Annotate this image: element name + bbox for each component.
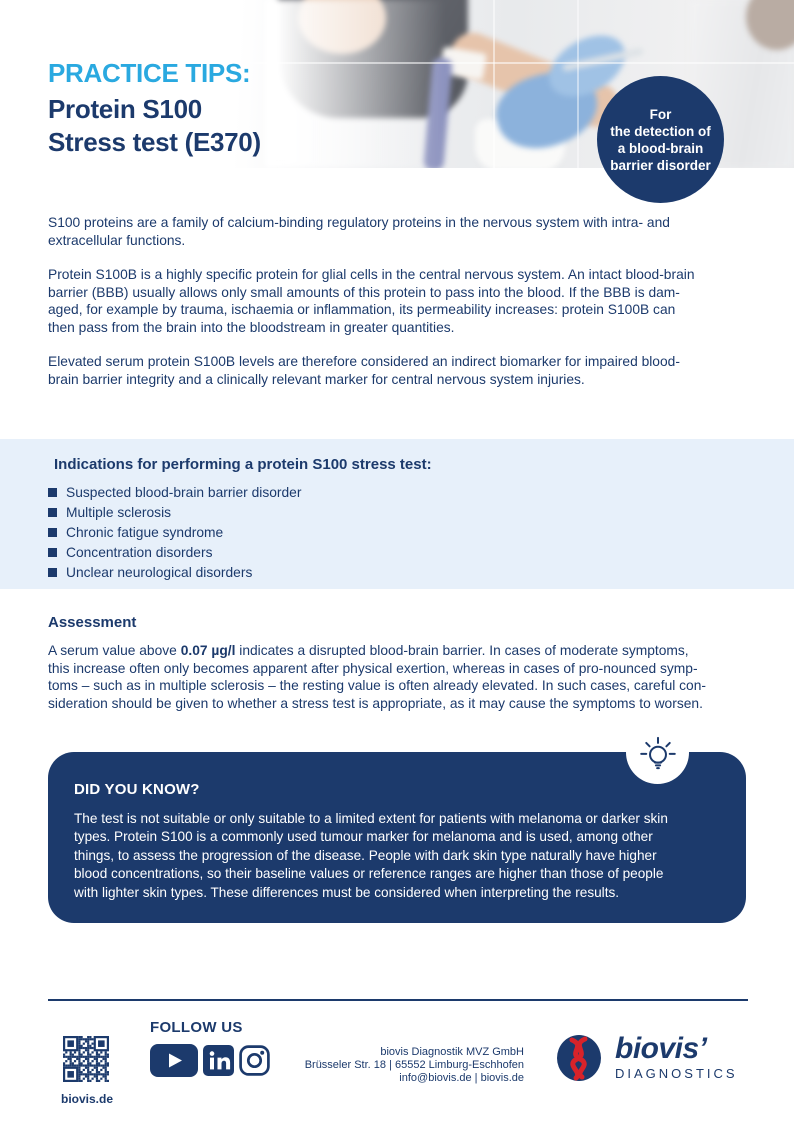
indications-heading: Indications for performing a protein S100 stress test:: [54, 456, 432, 473]
text-line: S100 proteins are a family of calcium-binding regulatory proteins in the nervous system with intra- and: [48, 215, 670, 230]
detection-badge: [597, 76, 724, 203]
qr-code[interactable]: [63, 1036, 109, 1082]
follow-us-block: [150, 1019, 270, 1077]
indication-item: [48, 522, 794, 542]
badge-line: For: [649, 106, 672, 122]
eyebrow-practice-tips: PRACTICE TIPS:: [48, 58, 251, 88]
logo-subtitle: DIAGNOSTICS: [615, 1066, 738, 1081]
indication-item: [48, 562, 794, 582]
text-line: Elevated serum protein S100B levels are therefore considered an indirect biomarker for impaired blood-: [48, 354, 680, 369]
indication-item: [48, 542, 794, 562]
badge-line: barrier disorder: [610, 157, 711, 173]
indication-item: [48, 482, 794, 502]
biovis-logo-mark-icon: [556, 1034, 602, 1082]
text-line: aged, for example by trauma, ischaemia or inflammation, its permeability increases: protein S100B can: [48, 302, 676, 317]
lightbulb-badge: [626, 721, 689, 784]
text-line: this increase often only becomes apparent after physical exertion, whereas in cases of pro-nounced symp-: [48, 660, 698, 676]
indication-item: [48, 502, 794, 522]
youtube-icon[interactable]: [150, 1044, 198, 1077]
photo-gridline-horizontal: [250, 62, 794, 64]
did-you-know-heading: DID YOU KNOW?: [74, 781, 200, 798]
title-block: [48, 58, 261, 159]
address-line: info@biovis.de | biovis.de: [399, 1071, 524, 1084]
photo-white-fade: [265, 0, 445, 168]
text-line: extracellular functions.: [48, 232, 186, 248]
follow-us-heading: FOLLOW US: [150, 1019, 243, 1036]
bullet-square-icon: [48, 568, 57, 577]
company-address: [280, 1046, 524, 1084]
text-line: types. Protein S100 is a commonly used tumour marker for melanoma and is used, among other: [74, 829, 653, 845]
indications-list: [48, 482, 794, 582]
qr-label: biovis.de: [61, 1092, 114, 1106]
text-line: brain barrier integrity and a clinically relevant marker for central nervous system injuries.: [48, 371, 585, 387]
page-title-line: Protein S100: [48, 94, 202, 124]
indications-section: [0, 439, 794, 589]
text-line: things, to assess the progression of the disease. People with dark skin type naturally have higher: [74, 847, 657, 863]
assessment-threshold-value: 0.07 µg/l: [180, 643, 236, 658]
biovis-logo-text: [615, 1034, 738, 1081]
page-title-line: Stress test (E370): [48, 127, 261, 157]
text-line: with lighter skin types. These differences must be considered when interpreting the results.: [74, 884, 620, 900]
bullet-square-icon: [48, 488, 57, 497]
text-line: sideration should be given to whether a stress test is appropriate, as it may cause the symptoms to worsen.: [48, 695, 703, 711]
text-line: then pass from the brain into the bloodstream in greater quantities.: [48, 319, 455, 335]
intro-paragraph-3: [48, 353, 764, 388]
text-line: The test is not suitable or only suitable to a limited extent for patients with melanoma or darker skin: [74, 811, 668, 826]
footer-divider: [48, 999, 748, 1001]
text-line: barrier (BBB) usually allows only small amounts of this protein to pass into the blood. If the BBB is dam-: [48, 284, 680, 300]
address-line: biovis Diagnostik MVZ GmbH: [380, 1046, 524, 1058]
text-line: toms – such as in multiple sclerosis – the resting value is often already elevated. In such cases, careful con-: [48, 678, 706, 693]
intro-paragraph-2: [48, 266, 764, 336]
instagram-icon[interactable]: [239, 1045, 270, 1076]
qr-block: [61, 1036, 114, 1106]
photo-gridline-vertical-1: [493, 0, 495, 168]
badge-line: the detection of: [610, 123, 711, 139]
assessment-text-pre: A serum value above: [48, 643, 181, 658]
assessment-section: [48, 614, 764, 712]
bullet-square-icon: [48, 508, 57, 517]
indication-text: Concentration disorders: [66, 544, 213, 560]
intro-section: [48, 214, 764, 405]
address-line: Brüsseler Str. 18 | 65552 Limburg-Eschhofen: [304, 1058, 524, 1071]
intro-paragraph-1: [48, 214, 764, 249]
bullet-square-icon: [48, 528, 57, 537]
bullet-square-icon: [48, 548, 57, 557]
linkedin-icon[interactable]: [203, 1045, 234, 1076]
text-line: Protein S100B is a highly specific protein for glial cells in the central nervous system. An intact blood-brain: [48, 267, 695, 282]
page-title: [48, 93, 261, 159]
text-line: blood concentrations, so their baseline values or reference ranges are higher than those of people: [74, 866, 664, 882]
assessment-heading: Assessment: [48, 614, 137, 631]
assessment-text-post: indicates a disrupted blood-brain barrier. In cases of moderate symptoms,: [235, 643, 689, 658]
indication-text: Unclear neurological disorders: [66, 564, 253, 580]
indication-text: Multiple sclerosis: [66, 504, 172, 520]
assessment-line-1: [48, 642, 764, 660]
photo-gridline-vertical-2: [577, 0, 579, 168]
badge-line: a blood-brain: [617, 140, 704, 156]
biovis-logo: [556, 1034, 738, 1082]
indication-text: Suspected blood-brain barrier disorder: [66, 484, 302, 500]
logo-name: biovis’: [615, 1032, 707, 1065]
lightbulb-icon: [632, 727, 684, 779]
social-icons-row: [150, 1044, 270, 1077]
assessment-lines: [48, 660, 764, 713]
did-you-know-text: [74, 810, 734, 902]
indication-text: Chronic fatigue syndrome: [66, 524, 224, 540]
